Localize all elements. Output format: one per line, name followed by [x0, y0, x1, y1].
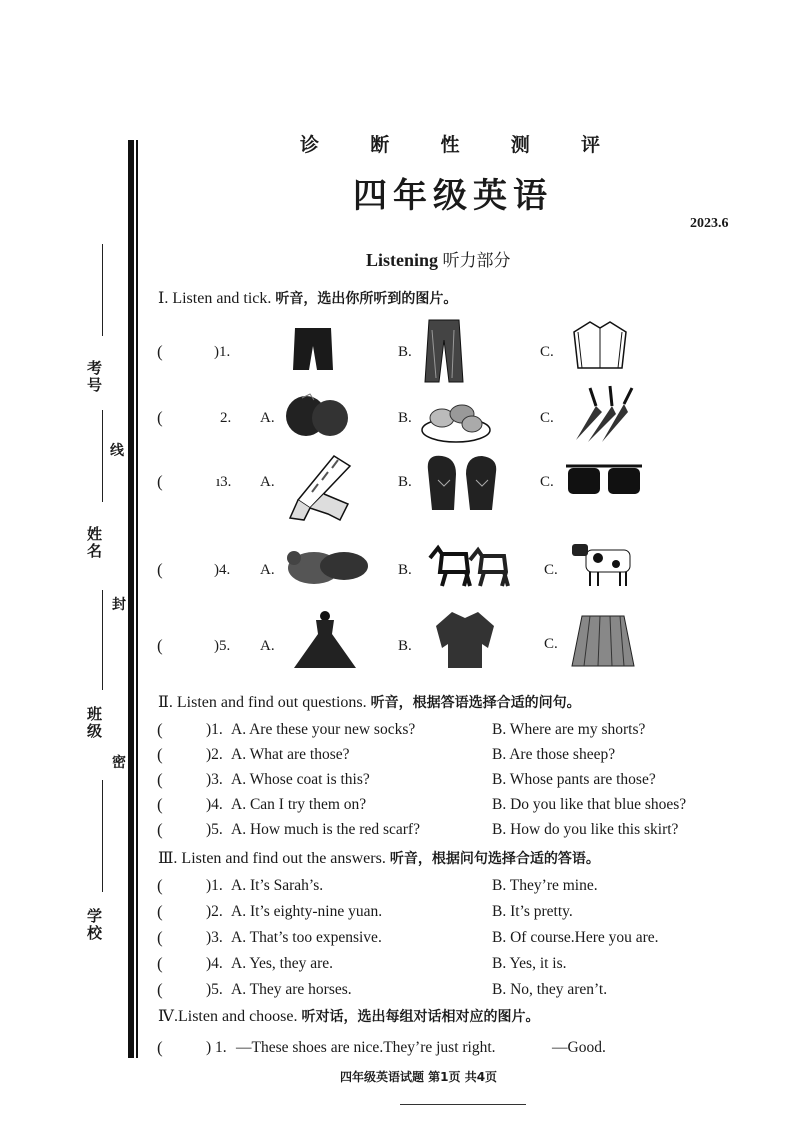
sweater-image[interactable] — [432, 608, 498, 672]
exam-date: 2023.6 — [690, 216, 729, 231]
answer-paren-open: ( — [157, 902, 163, 921]
name-blank — [102, 410, 103, 502]
part3-heading — [158, 848, 600, 868]
option-b: B. Whose pants are those? — [492, 771, 656, 788]
option-b: B. Do you like that blue shoes? — [492, 796, 687, 813]
option-c-label: C. — [540, 474, 554, 490]
question-number: )1. — [206, 721, 223, 738]
class-blank — [102, 590, 103, 690]
dress-image[interactable] — [290, 610, 360, 672]
question-number: )2. — [206, 903, 223, 920]
answer-paren-open: ( — [157, 745, 163, 764]
answer-paren-open: ( — [157, 1038, 163, 1057]
option-b: B. How do you like this skirt? — [492, 821, 679, 838]
cow-image[interactable] — [568, 538, 638, 588]
seal-char: 封 — [112, 597, 126, 613]
option-c-label: C. — [544, 562, 558, 578]
school-blank — [102, 780, 103, 892]
header-subtitle — [300, 130, 600, 157]
option-b: B. No, they aren’t. — [492, 981, 608, 998]
part2-heading — [158, 692, 581, 712]
question-number: )3. — [206, 929, 223, 946]
answer-paren-open: ( — [157, 720, 163, 739]
line-seal-char: 线 — [110, 443, 124, 459]
answer-paren-open: ( — [157, 472, 163, 491]
subtitle-char: 性 — [440, 134, 460, 156]
potatoes-image[interactable] — [420, 388, 492, 444]
binding-border-thin — [136, 140, 138, 1058]
option-a: A. Are these your new socks? — [231, 721, 416, 738]
option-a: A. They are horses. — [231, 981, 352, 998]
answer-paren-open: ( — [157, 876, 163, 895]
answer-paren-open: ( — [157, 408, 163, 427]
option-a: A. That’s too expensive. — [231, 929, 382, 946]
answer-paren-open: ( — [157, 820, 163, 839]
pants-image[interactable] — [424, 318, 464, 384]
option-b-label: B. — [398, 638, 412, 654]
part4-heading — [158, 1006, 540, 1026]
horses-image[interactable] — [426, 544, 510, 590]
option-c-label: C. — [544, 636, 558, 652]
option-b: B. They’re mine. — [492, 877, 598, 894]
question-number: )4. — [206, 796, 223, 813]
option-b: B. It’s pretty. — [492, 903, 573, 920]
option-a: A. Yes, they are. — [231, 955, 334, 972]
subtitle-char: 断 — [370, 134, 390, 156]
option-a: A. It’s Sarah’s. — [231, 877, 324, 894]
option-b-label: B. — [398, 562, 412, 578]
exam-id-label: 考号 — [85, 360, 103, 394]
question-number: )3. — [206, 771, 223, 788]
option-b-label: B. — [398, 474, 412, 490]
dialogue-reply: —Good. — [552, 1039, 606, 1056]
option-b-label: B. — [398, 410, 412, 426]
answer-paren-open: ( — [157, 954, 163, 973]
part1-heading — [158, 288, 457, 308]
answer-paren-open: ( — [157, 560, 163, 579]
listening-title-en: Listening — [366, 250, 439, 270]
part2-heading-cn: 听音，根据答语选择合适的问句。 — [370, 695, 581, 711]
part4-heading-cn: 听对话，选出每组对话相对应的图片。 — [301, 1009, 540, 1025]
question-number: )1. — [214, 344, 231, 360]
scarf-image[interactable] — [288, 452, 358, 522]
skirt-image[interactable] — [568, 612, 638, 670]
part3-heading-cn: 听音，根据问句选择合适的答语。 — [389, 851, 600, 867]
option-b: B. Are those sheep? — [492, 746, 616, 763]
binding-border-thick — [128, 140, 134, 1058]
part4-heading-en: Ⅳ.Listen and choose. — [158, 1008, 298, 1025]
question-number: )4. — [214, 562, 231, 578]
answer-paren-open: ( — [157, 342, 163, 361]
dialogue-line: —These shoes are nice.They’re just right. — [236, 1039, 496, 1056]
option-a-label: A. — [260, 562, 275, 578]
question-number: )1. — [206, 877, 223, 894]
page-title: 四年级英语 — [353, 176, 553, 216]
subtitle-char: 评 — [580, 134, 600, 156]
option-a-label: A. — [260, 474, 275, 490]
school-label: 学校 — [85, 908, 103, 942]
carrots-image[interactable] — [566, 382, 638, 446]
option-a: A. How much is the red scarf? — [231, 821, 420, 838]
option-b: B. Yes, it is. — [492, 955, 567, 972]
answer-paren-open: ( — [157, 928, 163, 947]
question-number: )5. — [206, 821, 223, 838]
question-number: )4. — [206, 955, 223, 972]
option-b-label: B. — [398, 344, 412, 360]
option-a: A. What are those? — [231, 746, 350, 763]
exam-id-blank — [102, 244, 103, 336]
sunglasses-image[interactable] — [564, 460, 644, 500]
footer-rule — [400, 1104, 526, 1105]
question-number: ) 1. — [206, 1039, 227, 1056]
shorts-image[interactable] — [292, 326, 334, 372]
part1-heading-cn: 听音，选出你所听到的图片。 — [275, 291, 458, 307]
option-c-label: C. — [540, 344, 554, 360]
class-label: 班级 — [85, 706, 103, 740]
listening-title — [366, 246, 511, 271]
name-label: 姓名 — [85, 526, 103, 560]
question-number: )5. — [206, 981, 223, 998]
option-a-label: A. — [260, 410, 275, 426]
subtitle-char: 诊 — [300, 134, 320, 156]
part2-heading-en: Ⅱ. Listen and find out questions. — [158, 694, 367, 711]
option-a: A. Whose coat is this? — [231, 771, 370, 788]
answer-paren-open: ( — [157, 980, 163, 999]
part1-heading-en: Ⅰ. Listen and tick. — [158, 290, 272, 307]
listening-title-cn: 听力部分 — [442, 251, 511, 271]
answer-paren-open: ( — [157, 770, 163, 789]
option-b: B. Where are my shorts? — [492, 721, 646, 738]
answer-paren-open: ( — [157, 795, 163, 814]
tomatoes-image[interactable] — [284, 386, 350, 444]
option-a: A. Can I try them on? — [231, 796, 367, 813]
answer-paren-open: ( — [157, 636, 163, 655]
option-c-label: C. — [540, 410, 554, 426]
option-b: B. Of course.Here you are. — [492, 929, 659, 946]
question-number: )5. — [214, 638, 231, 654]
part3-heading-en: Ⅲ. Listen and find out the answers. — [158, 850, 386, 867]
question-number: ı3. — [216, 474, 232, 490]
question-number: 2. — [220, 410, 232, 426]
shirt-image[interactable] — [570, 318, 630, 372]
gloves-image[interactable] — [422, 450, 502, 520]
option-a-label: A. — [260, 638, 275, 654]
question-number: )2. — [206, 746, 223, 763]
page-footer: 四年级英语试题 第1页 共4页 — [340, 1070, 498, 1084]
option-a: A. It’s eighty-nine yuan. — [231, 903, 383, 920]
secret-char: 密 — [112, 755, 126, 771]
subtitle-char: 测 — [510, 134, 530, 156]
hens-image[interactable] — [282, 540, 372, 590]
